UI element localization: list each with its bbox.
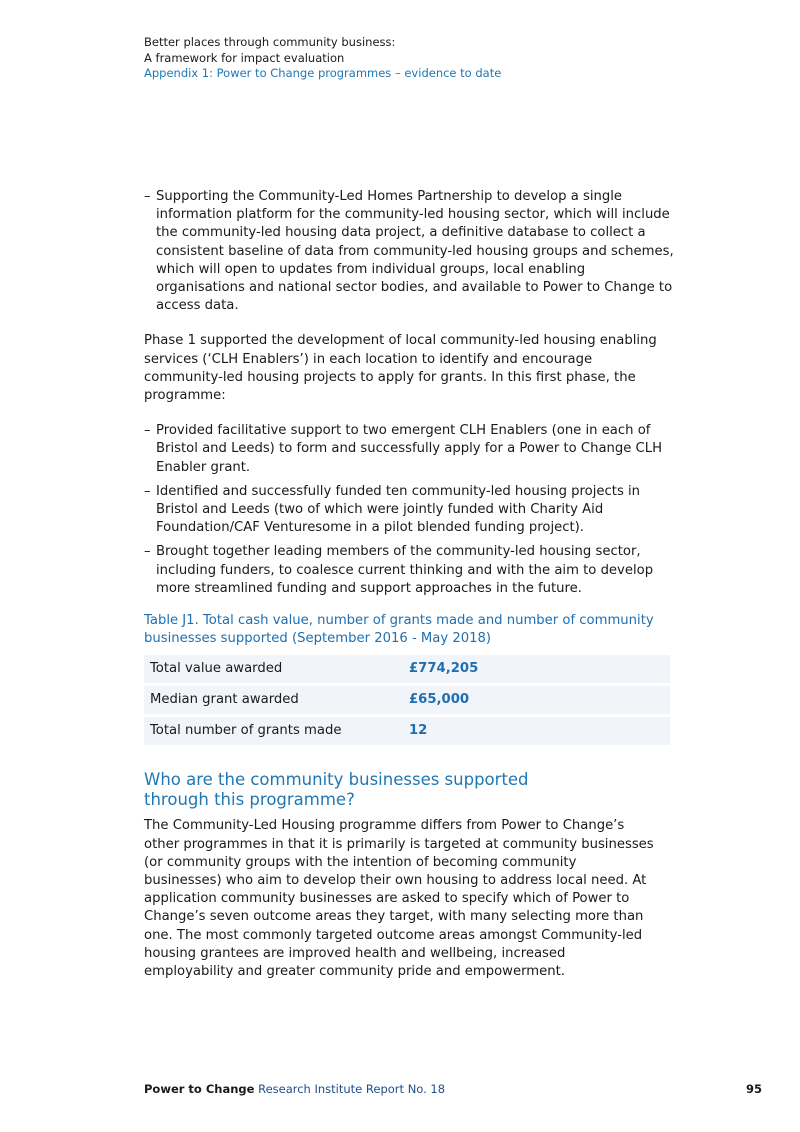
- header-title-line2: A framework for impact evaluation: [144, 50, 345, 65]
- footer-brand: Power to Change: [144, 1082, 255, 1096]
- table-row: [144, 655, 670, 683]
- table-label-cell: Total number of grants made: [144, 717, 403, 745]
- running-header: [144, 35, 501, 82]
- phase1-paragraph: Phase 1 supported the development of local community-led housing enabling services (‘CLH Enablers’) in each location to identify and encourage community-led housing projects to apply for grants. In this first phase, the programme:: [144, 333, 657, 404]
- table-value-cell: £774,205: [403, 655, 670, 683]
- table-value-cell: £65,000: [403, 686, 670, 714]
- table-label-cell: Total value awarded: [144, 655, 403, 683]
- table-row: [144, 717, 670, 745]
- footer-report-title: Research Institute Report No. 18: [254, 1082, 446, 1096]
- phase1-bullet-list: [144, 422, 674, 598]
- table-label-cell: Median grant awarded: [144, 686, 403, 714]
- page-number: 95: [745, 1082, 762, 1096]
- list-item: – Brought together leading members of the community-led housing sector, including funders, to coalesce current thinking and with the aim to develop more streamlined funding and support approaches in the future.: [144, 543, 674, 598]
- list-item: – Provided facilitative support to two emergent CLH Enablers (one in each of Bristol and Leeds) to form and successfully apply for a Power to Change CLH Enabler grant.: [144, 422, 674, 477]
- table-value-cell: 12: [403, 717, 670, 745]
- top-bullet-list: [144, 188, 674, 315]
- list-item: – Identified and successfully funded ten community-led housing projects in Bristol and Leeds (two of which were jointly funded with Charity Aid Foundation/CAF Venturesome in a pilot blended funding project).: [144, 483, 674, 538]
- section-body-paragraph: The Community-Led Housing programme differs from Power to Change’s other programmes in that it is primarily is targeted at community businesses (or community groups with the intention of becoming community businesses) who aim to develop their own housing to address local need. At application community businesses are asked to specify which of Power to Change’s seven outcome areas they target, with many selecting more than one. The most commonly targeted outcome areas amongst Community-led housing grantees are improved health and wellbeing, increased employability and greater community pride and empowerment.: [144, 818, 654, 980]
- header-section-line: Appendix 1: Power to Change programmes – evidence to date: [144, 66, 502, 80]
- table-caption: Table J1. Total cash value, number of grants made and number of community businesses supported (September 2016 - May 2018): [144, 613, 654, 647]
- grants-table: [144, 652, 670, 748]
- page-footer: [144, 1082, 445, 1096]
- header-title-line1: Better places through community business:: [144, 35, 396, 49]
- list-item: – Supporting the Community-Led Homes Partnership to develop a single information platform for the community-led housing sector, which will include the community-led housing data project, a definitive database to collect a consistent baseline of data from community-led housing groups and schemes, which will open to updates from individual groups, local enabling organisations and national sector bodies, and available to Power to Change to access data.: [144, 188, 674, 315]
- page-content: [144, 188, 674, 981]
- table-row: [144, 686, 670, 714]
- section-heading: Who are the community businesses supported through this programme?: [144, 770, 529, 809]
